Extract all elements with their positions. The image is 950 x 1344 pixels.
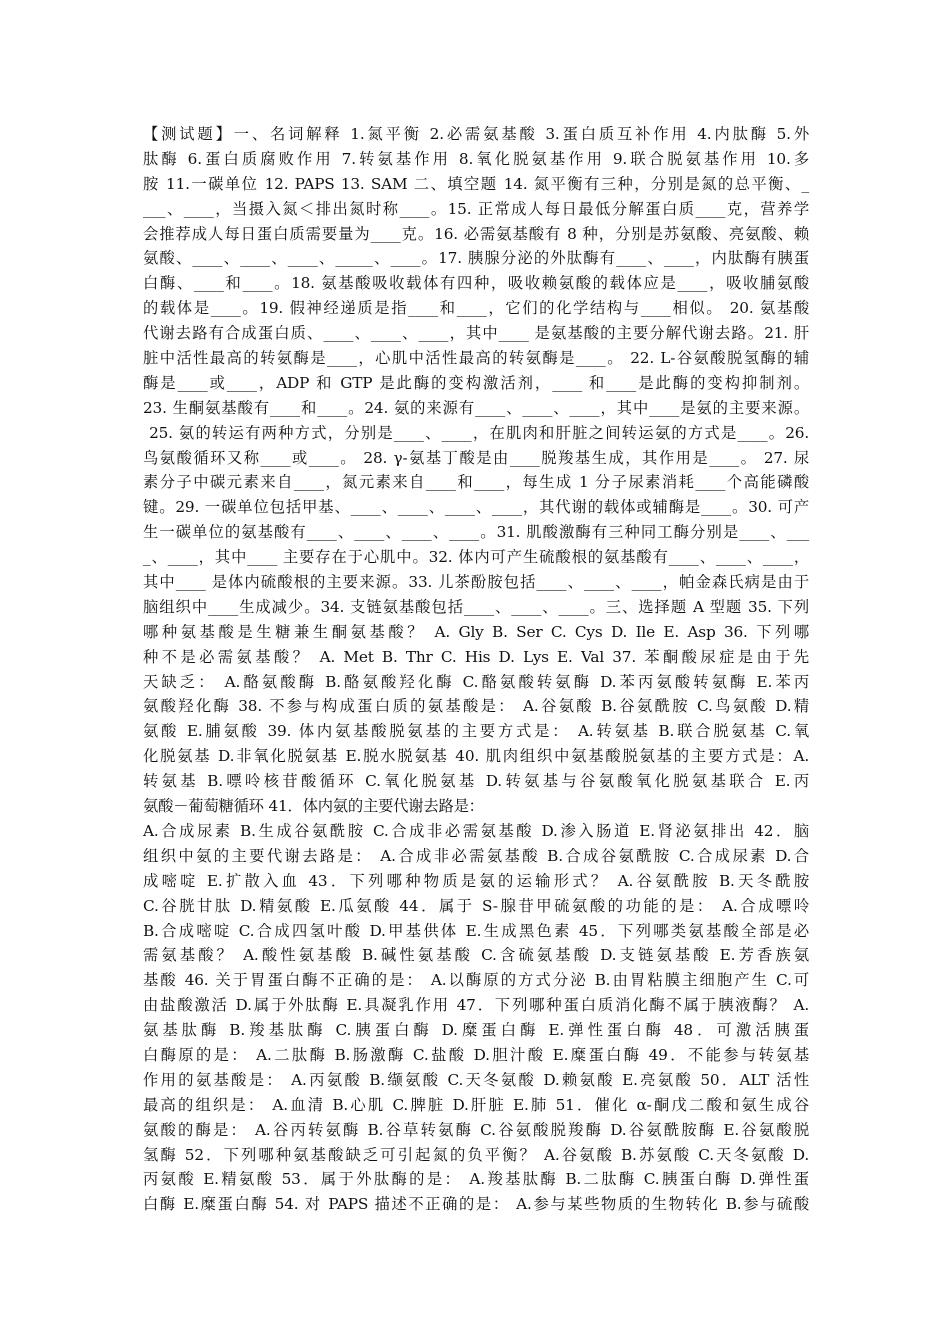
text-line: 【测试题】一、名词解释 1.氮平衡 2.必需氨基酸 3.蛋白质互补作用 4.内肽酶 5.外 xyxy=(143,125,809,143)
text-line: 25. 氨的转运有两种方式，分别是____、____，在肌肉和肝脏之间转运氨的方式是____。26. xyxy=(143,423,809,442)
text-line: 会推荐成人每日蛋白质需要量为____克。16. 必需氨基酸有 8 种，分别是苏氨酸、亮氨酸、赖 xyxy=(143,224,809,243)
text-line: 氨酸的酶是： A.谷丙转氨酶 B.谷草转氨酶 C.谷氨酸脱羧酶 D.谷氨酰胺酶 E.谷氨酸脱 xyxy=(143,1120,809,1139)
text-line: 素分子中碳元素来自____，氮元素来自____和____，每生成 1 分子尿素消耗____个高能磷酸 xyxy=(143,473,809,492)
text-line: 的载体是____。19. 假神经递质是指____和____，它们的化学结构与____相似。 20. 氨基酸 xyxy=(143,299,809,318)
text-line: 作用的氨基酸是： A.丙氨酸 B.缬氨酸 C.天冬氨酸 D.赖氨酸 E.亮氨酸 50．ALT 活性 xyxy=(143,1070,809,1089)
text-line: 转氨基 B.嘌呤核苷酸循环 C.氧化脱氨基 D.转氨基与谷氨酸氧化脱氨基联合 E.丙 xyxy=(143,772,809,791)
text-line: 脑组织中____生成减少。34. 支链氨基酸包括____、____、____。三、选择题 A 型题 35. 下列 xyxy=(143,597,809,616)
text-line: 氨酸－葡萄糖循环 41．体内氨的主要代谢去路是： xyxy=(143,797,484,816)
text-line: 天缺乏： A.酪氨酸酶 B.酪氨酸羟化酶 C.酪氨酸转氨酶 D.苯丙氨酸转氨酶 E.苯丙 xyxy=(143,672,809,691)
document-body xyxy=(143,122,809,1217)
text-line: ___、____，当摄入氮＜排出氮时称____。15. 正常成人每日最低分解蛋白质____克，营养学 xyxy=(143,199,809,218)
text-line: 最高的组织是： A.血清 B.心肌 C.脾脏 D.肝脏 E.肺 51．催化 α-酮戊二酸和氨生成谷 xyxy=(143,1095,809,1114)
text-line: 基酸 46. 关于胃蛋白酶不正确的是： A.以酶原的方式分泌 B.由胃粘膜主细胞产生 C.可 xyxy=(143,971,809,990)
text-line: 哪种氨基酸是生糖兼生酮氨基酸？ A. Gly B. Ser C. Cys D. Ile E. Asp 36. 下列哪 xyxy=(143,622,809,641)
text-line: 胺 11.一碳单位 12. PAPS 13. SAM 二、填空题 14. 氮平衡有三种，分别是氮的总平衡、_ xyxy=(143,174,809,193)
text-line: 键。29. 一碳单位包括甲基、____、____、____、____，其代谢的载体或辅酶是____。30. 可产 xyxy=(143,498,809,517)
text-line: 肽酶 6.蛋白质腐败作用 7.转氨基作用 8.氧化脱氨基作用 9.联合脱氨基作用 10.多 xyxy=(143,149,809,168)
text-line: C.谷胱甘肽 D.精氨酸 E.瓜氨酸 44．属于 S-腺苷甲硫氨酸的功能的是： A.合成嘌呤 xyxy=(143,896,809,915)
text-line: 氨基肽酶 B.羧基肽酶 C.胰蛋白酶 D.糜蛋白酶 E.弹性蛋白酶 48．可激活胰蛋 xyxy=(143,1021,809,1040)
text-line: 脏中活性最高的转氨酶是____，心肌中活性最高的转氨酶是____。 22. L-谷氨酸脱氢酶的辅 xyxy=(143,349,809,368)
text-line: B.合成嘧啶 C.合成四氢叶酸 D.甲基供体 E.生成黑色素 45．下列哪类氨基酸全部是必 xyxy=(143,921,809,940)
text-line: 白酶原的是： A.二肽酶 B.肠激酶 C.盐酸 D.胆汁酸 E.糜蛋白酶 49．不能参与转氨基 xyxy=(143,1045,809,1064)
text-line: 组织中氨的主要代谢去路是： A.合成非必需氨基酸 B.合成谷氨酰胺 C.合成尿素 D.合 xyxy=(143,846,809,865)
text-line: 鸟氨酸循环又称____或____。 28. γ-氨基丁酸是由____脱羧基生成，其作用是____。 27. 尿 xyxy=(143,448,809,467)
text-line: A.合成尿素 B.生成谷氨酰胺 C.合成非必需氨基酸 D.渗入肠道 E.肾泌氨排出 42．脑 xyxy=(143,821,809,840)
text-line: 白酶、____和____。18. 氨基酸吸收载体有四种，吸收赖氨酸的载体应是____，吸收脯氨酸 xyxy=(143,274,809,293)
text-line: 成嘧啶 E.扩散入血 43．下列哪种物质是氨的运输形式？ A.谷氨酰胺 B.天冬酰胺 xyxy=(143,871,809,890)
text-line: 氢酶 52．下列哪种氨基酸缺乏可引起氮的负平衡？ A.谷氨酸 B.苏氨酸 C.天冬氨酸 D. xyxy=(143,1145,809,1164)
text-line: _、____，其中____ 主要存在于心肌中。32. 体内可产生硫酸根的氨基酸有____、____、____， xyxy=(143,548,809,567)
text-line: 其中____ 是体内硫酸根的主要来源。33. 儿茶酚胺包括____、____、____，帕金森氏病是由于 xyxy=(143,573,809,592)
text-line: 化脱氨基 D.非氧化脱氨基 E.脱水脱氨基 40. 肌肉组织中氨基酸脱氨基的主要方式是：A. xyxy=(143,747,809,766)
text-line: 氨酸羟化酶 38. 不参与构成蛋白质的氨基酸是： A.谷氨酸 B.谷氨酰胺 C.鸟氨酸 D.精 xyxy=(143,697,809,716)
text-line: 种不是必需氨基酸？ A. Met B. Thr C. His D. Lys E. Val 37. 苯酮酸尿症是由于先 xyxy=(143,647,809,666)
text-line: 需氨基酸？ A.酸性氨基酸 B.碱性氨基酸 C.含硫氨基酸 D.支链氨基酸 E.芳香族氨 xyxy=(143,946,809,965)
text-line: 代谢去路有合成蛋白质、____、____、____，其中____ 是氨基酸的主要分解代谢去路。21. 肝 xyxy=(143,324,809,343)
text-line: 酶是____或____，ADP 和 GTP 是此酶的变构激活剂，____ 和____是此酶的变构抑制剂。 xyxy=(143,373,809,392)
text-line: 生一碳单位的氨基酸有____、____、____、____。31. 肌酸激酶有三种同工酶分别是____、___ xyxy=(143,523,809,542)
text-line: 氨酸、____、____、____、_____、____。17. 胰腺分泌的外肽酶有____、____，内肽酶有胰蛋 xyxy=(143,249,809,268)
text-line: 23. 生酮氨基酸有____和____。24. 氨的来源有____、____、____，其中____是氨的主要来源。 xyxy=(143,398,809,417)
text-line: 丙氨酸 E.精氨酸 53．属于外肽酶的是： A.羧基肽酶 B.二肽酶 C.胰蛋白酶 D.弹性蛋 xyxy=(143,1170,809,1189)
text-line: 氨酸 E.脯氨酸 39. 体内氨基酸脱氨基的主要方式是： A.转氨基 B.联合脱氨基 C.氧 xyxy=(143,722,809,741)
text-line: 白酶 E.糜蛋白酶 54. 对 PAPS 描述不正确的是： A.参与某些物质的生物转化 B.参与硫酸 xyxy=(143,1195,809,1214)
text-line: 由盐酸激活 D.属于外肽酶 E.具凝乳作用 47．下列哪种蛋白质消化酶不属于胰液酶？ A. xyxy=(143,996,809,1015)
